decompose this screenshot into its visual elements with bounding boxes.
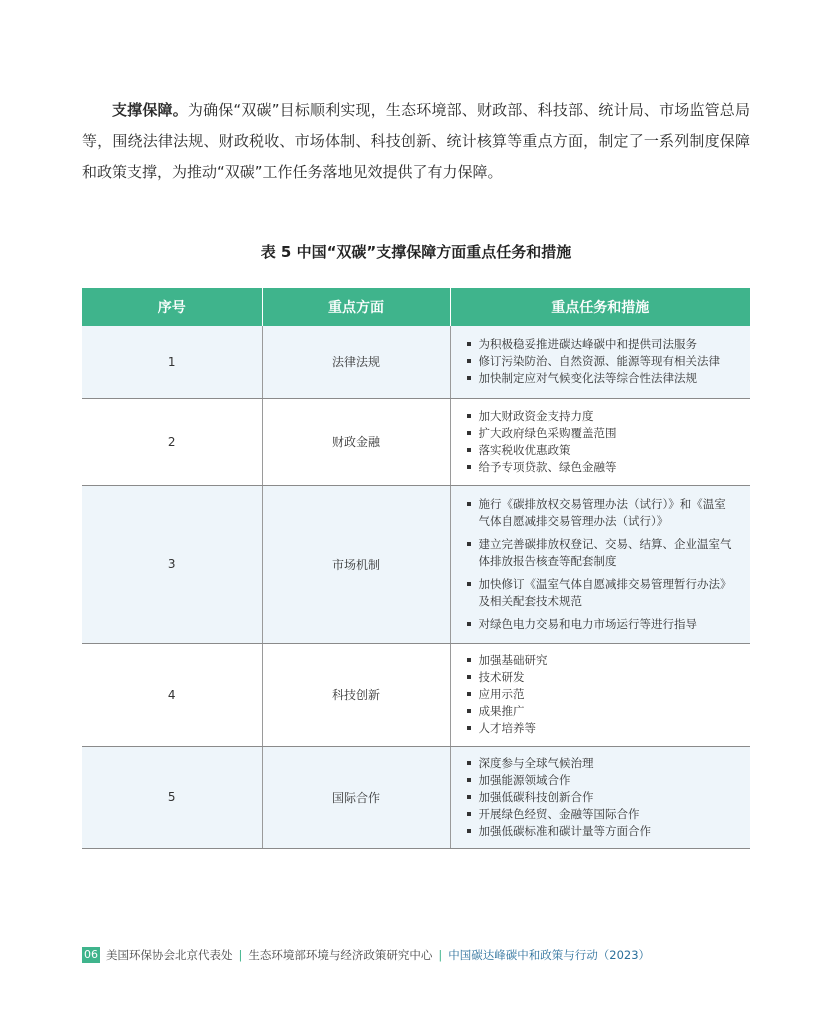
page-footer [82,946,650,964]
table-header-row [82,288,750,326]
task-item: 加强能源领域合作 [467,772,737,789]
table-row [82,746,750,848]
row-area: 市场机制 [262,485,450,643]
task-item: 加大财政资金支持力度 [467,408,737,425]
task-item: 人才培养等 [467,720,737,737]
task-item: 加快制定应对气候变化法等综合性法律法规 [467,370,737,387]
row-num: 2 [82,398,262,485]
table-title: 表 5 中国“双碳”支撑保障方面重点任务和措施 [260,243,572,261]
footer-separator: | [438,948,443,962]
measures-table [82,288,750,849]
task-item: 为积极稳妥推进碳达峰碳中和提供司法服务 [467,336,737,353]
footer-book-title: 中国碳达峰碳中和政策与行动（2023） [448,948,651,962]
table-row [82,398,750,485]
row-tasks [450,398,750,485]
row-area: 法律法规 [262,326,450,398]
footer-separator: | [238,948,243,962]
table-row [82,485,750,643]
row-num: 4 [82,643,262,746]
task-item: 应用示范 [467,686,737,703]
page-number: 06 [84,948,98,961]
row-area: 财政金融 [262,398,450,485]
task-item: 深度参与全球气候治理 [467,755,737,772]
task-item: 开展绿色经贸、金融等国际合作 [467,806,737,823]
row-area: 科技创新 [262,643,450,746]
footer-org-prcee: 生态环境部环境与经济政策研究中心 [248,948,433,962]
row-num: 5 [82,746,262,848]
row-num: 3 [82,485,262,643]
task-item: 给予专项贷款、绿色金融等 [467,459,737,476]
row-tasks [450,746,750,848]
task-item: 扩大政府绿色采购覆盖范围 [467,425,737,442]
row-tasks [450,326,750,398]
task-item: 对绿色电力交易和电力市场运行等进行指导 [467,616,737,633]
intro-paragraph [82,95,750,188]
row-tasks [450,643,750,746]
task-item: 加强低碳科技创新合作 [467,789,737,806]
task-item: 施行《碳排放权交易管理办法（试行）》和《温室气体自愿减排交易管理办法（试行）》 [467,496,737,530]
task-item: 加强低碳标准和碳计量等方面合作 [467,823,737,840]
row-area: 国际合作 [262,746,450,848]
task-item: 落实税收优惠政策 [467,442,737,459]
row-num: 1 [82,326,262,398]
table-row [82,643,750,746]
task-item: 加快修订《温室气体自愿减排交易管理暂行办法》及相关配套技术规范 [467,576,737,610]
intro-lead: 支撑保障。 [112,101,188,119]
task-item: 修订污染防治、自然资源、能源等现有相关法律 [467,353,737,370]
task-item: 成果推广 [467,703,737,720]
row-tasks [450,485,750,643]
table-row [82,326,750,398]
intro-body: 为确保“双碳”目标顺利实现，生态环境部、财政部、科技部、统计局、市场监管总局等，围绕法律法规、财政税收、市场体制、科技创新、统计核算等重点方面，制定了一系列制度保障和政策支撑，为推动“双碳”工作任务落地见效提供了有力保障。 [82,101,750,181]
header-num: 序号 [82,288,262,326]
header-area: 重点方面 [262,288,450,326]
header-tasks: 重点任务和措施 [450,288,750,326]
task-item: 技术研发 [467,669,737,686]
task-item: 加强基础研究 [467,652,737,669]
task-item: 建立完善碳排放权登记、交易、结算、企业温室气体排放报告核查等配套制度 [467,536,737,570]
footer-org-edf: 美国环保协会北京代表处 [106,948,233,962]
